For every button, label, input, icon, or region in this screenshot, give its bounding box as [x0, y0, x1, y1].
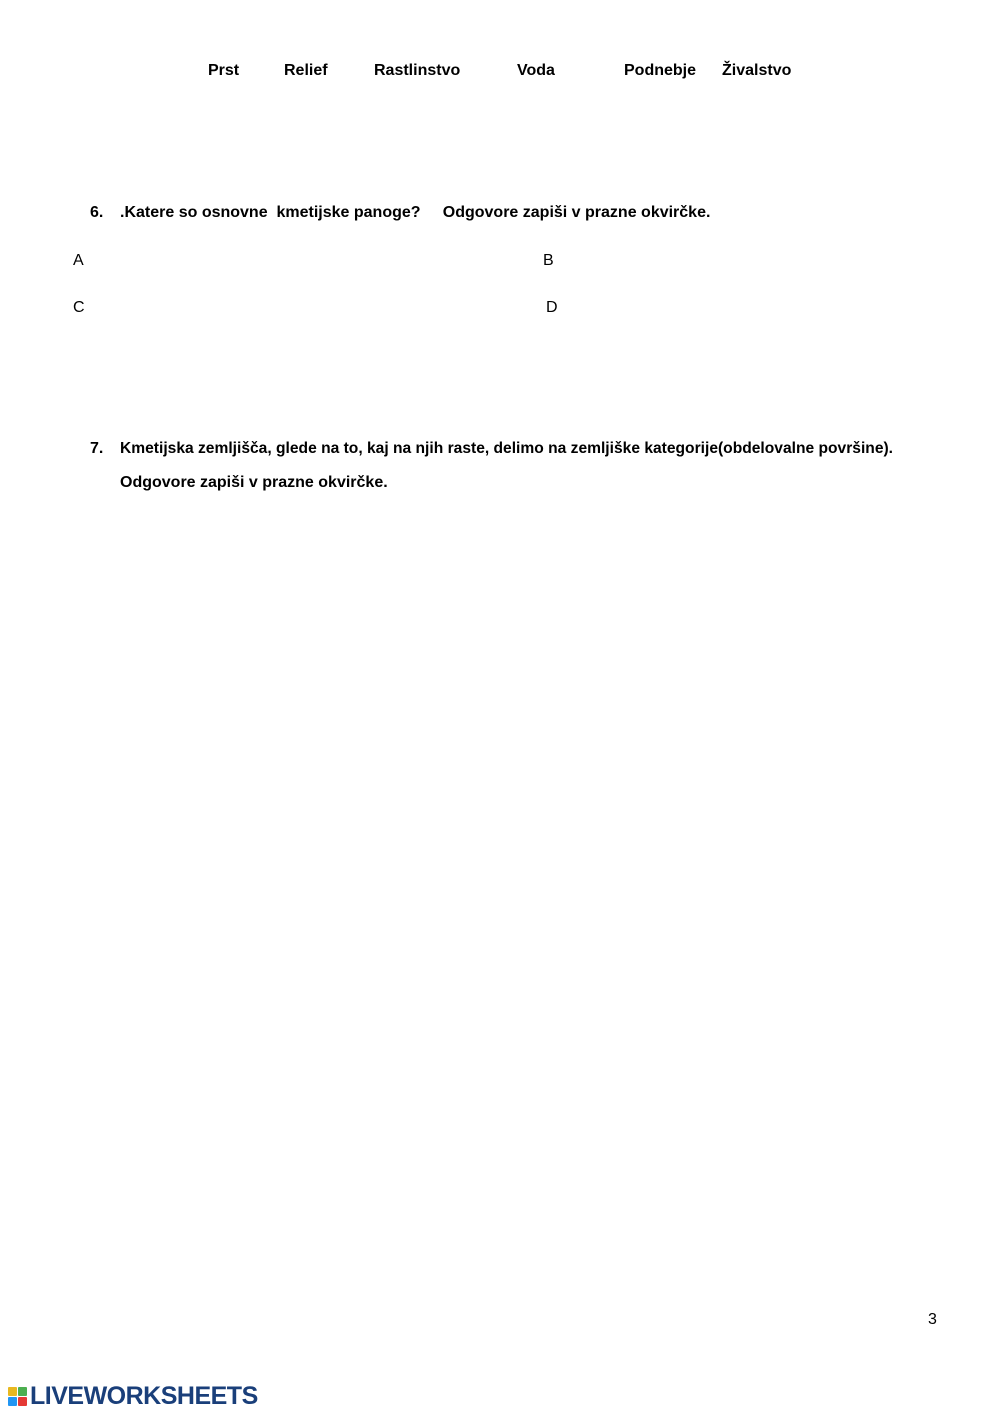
question-6-text: .Katere so osnovne kmetijske panoge? Odgovore zapiši v prazne okvirčke. — [120, 204, 711, 221]
question-7-number: 7. — [90, 440, 104, 457]
answer-label-a: A — [73, 252, 84, 269]
page-number: 3 — [928, 1311, 937, 1328]
word-voda[interactable]: Voda — [517, 62, 555, 79]
liveworksheets-logo[interactable] — [8, 1382, 258, 1410]
word-podnebje[interactable]: Podnebje — [624, 62, 697, 79]
word-zivalstvo[interactable]: Živalstvo — [722, 62, 792, 79]
word-relief[interactable]: Relief — [284, 62, 328, 79]
question-7-text-line1: Kmetijska zemljišča, glede na to, kaj na njih raste, delimo na zemljiške kategorije(obdelovalne površine). — [120, 440, 894, 457]
liveworksheets-wordmark: LIVEWORKSHEETS — [30, 1382, 258, 1410]
question-7-text-line2: Odgovore zapiši v prazne okvirčke. — [120, 474, 388, 491]
liveworksheets-logo-icon — [8, 1387, 27, 1406]
answer-label-c: C — [73, 299, 85, 316]
answer-label-d: D — [546, 299, 558, 316]
question-6-number: 6. — [90, 204, 104, 221]
word-prst[interactable]: Prst — [208, 62, 240, 79]
answer-label-b: B — [543, 252, 554, 269]
word-rastlinstvo[interactable]: Rastlinstvo — [374, 62, 461, 79]
